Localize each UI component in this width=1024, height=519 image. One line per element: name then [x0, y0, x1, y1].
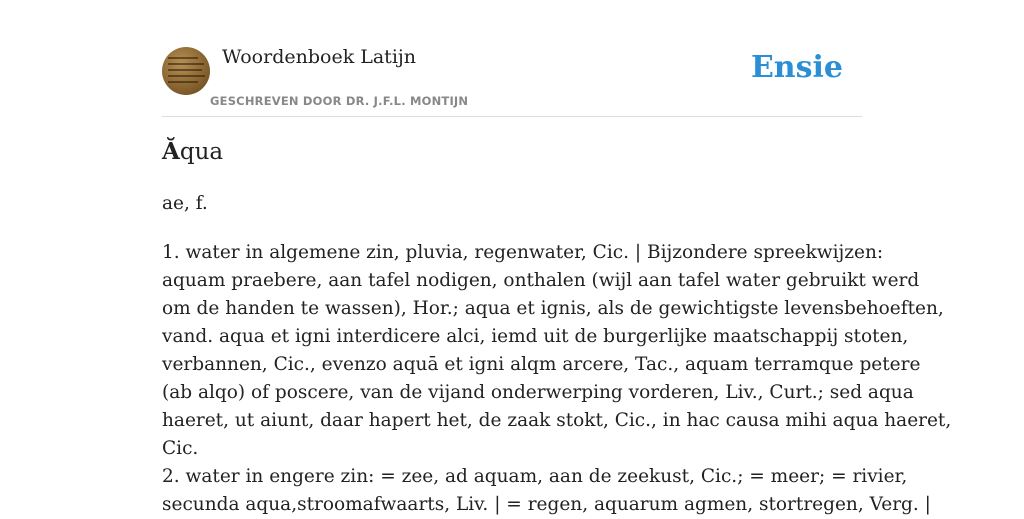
entry-definition: [162, 239, 952, 519]
definition-line: 2. water in engere zin: = zee, ad aquam, aan de zeekust, Cic.; = meer; = rivier,: [162, 466, 908, 487]
definition-line: aquam praebere, aan tafel nodigen, onthalen (wijl aan tafel water gebruikt werd: [162, 270, 920, 291]
author-byline: GESCHREVEN DOOR DR. J.F.L. MONTIJN: [210, 94, 469, 108]
book-title-link[interactable]: Woordenboek Latijn: [222, 46, 417, 68]
entry-grammar: ae, f.: [162, 193, 208, 214]
entry-title-initial: Ă: [162, 138, 180, 165]
definition-line: om de handen te wassen), Hor.; aqua et ignis, als de gewichtigste levensbehoeften,: [162, 298, 944, 319]
entry-title-rest: qua: [179, 139, 224, 165]
ensie-logo-link[interactable]: Ensie: [750, 50, 843, 85]
definition-line: verbannen, Cic., evenzo aquā et igni alqm arcere, Tac., aquam terramque petere: [162, 354, 921, 375]
entry-title: [162, 138, 223, 165]
definition-line: haeret, ut aiunt, daar hapert het, de zaak stokt, Cic., in hac causa mihi aqua haeret,: [162, 410, 952, 431]
book-header: [162, 0, 862, 117]
definition-line: (ab alqo) of poscere, van de vijand onderwerping vorderen, Liv., Curt.; sed aqua: [162, 382, 914, 403]
definition-line: Cic.: [162, 438, 199, 459]
definition-line: secunda aqua,stroomafwaarts, Liv. | = regen, aquarum agmen, stortregen, Verg. |: [162, 494, 931, 515]
book-cover-avatar[interactable]: [162, 47, 210, 95]
definition-line: vand. aqua et igni interdicere alci, iemd uit de burgerlijke maatschappij stoten,: [162, 326, 909, 347]
page: [162, 0, 952, 515]
definition-line: 1. water in algemene zin, pluvia, regenwater, Cic. | Bijzondere spreekwijzen:: [162, 242, 884, 263]
